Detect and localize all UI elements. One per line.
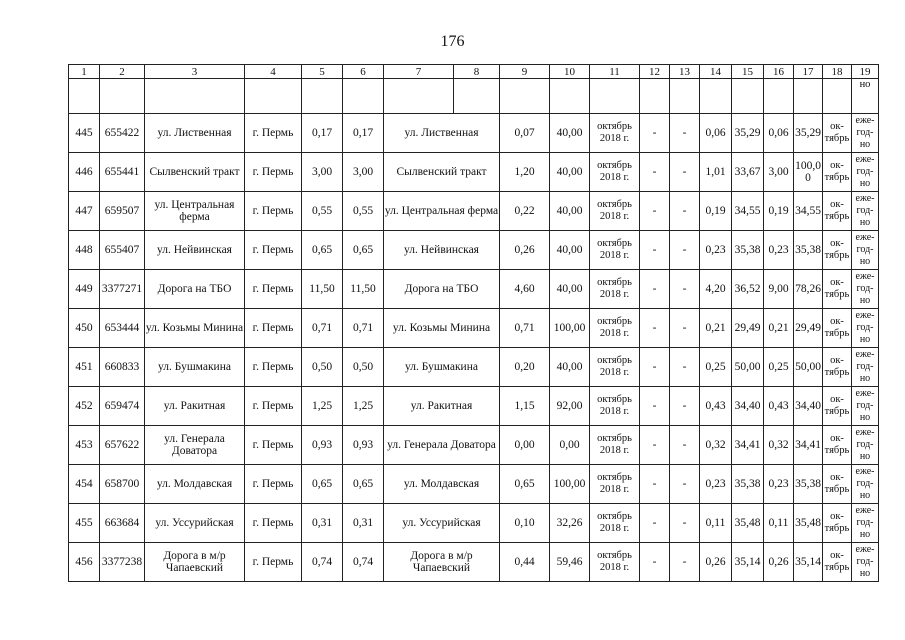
- value-cell: 9,00: [764, 270, 794, 309]
- dash-cell: -: [640, 504, 670, 543]
- dash-cell: -: [670, 426, 700, 465]
- row-number-cell: 451: [69, 348, 100, 387]
- value-cell: 0,20: [500, 348, 550, 387]
- object-name-cell: Дорога в м/р Чапаевский: [384, 543, 500, 582]
- value-cell: 0,11: [700, 504, 732, 543]
- road-name-cell: Дорога на ТБО: [145, 270, 245, 309]
- dash-cell: -: [670, 543, 700, 582]
- length-cell: 0,65: [343, 231, 384, 270]
- percent-cell: 40,00: [550, 192, 590, 231]
- value-cell: 0,11: [764, 504, 794, 543]
- date-cell: октябрь 2018 г.: [590, 348, 640, 387]
- header-cell: 6: [343, 65, 384, 79]
- road-id-cell: 660833: [100, 348, 145, 387]
- length-cell: 3,00: [302, 153, 343, 192]
- value-cell: 0,21: [700, 309, 732, 348]
- value-cell: 0,71: [500, 309, 550, 348]
- value-cell: 0,25: [700, 348, 732, 387]
- frequency-cell: еже-год-но: [852, 114, 879, 153]
- value-cell: 0,43: [700, 387, 732, 426]
- table-row: [69, 114, 879, 153]
- object-name-cell: Сылвенский тракт: [384, 153, 500, 192]
- object-name-cell: ул. Бушмакина: [384, 348, 500, 387]
- month-cell: ок-тябрь: [823, 387, 852, 426]
- object-name-cell: ул. Молдавская: [384, 465, 500, 504]
- header-cell: 18: [823, 65, 852, 79]
- city-cell: г. Пермь: [245, 309, 302, 348]
- table-row: [69, 231, 879, 270]
- length-cell: 0,50: [302, 348, 343, 387]
- percent-cell: 40,00: [550, 348, 590, 387]
- dash-cell: -: [670, 504, 700, 543]
- date-cell: октябрь 2018 г.: [590, 426, 640, 465]
- value-cell: 0,26: [764, 543, 794, 582]
- dash-cell: -: [640, 270, 670, 309]
- percent-cell: 35,14: [732, 543, 764, 582]
- value-cell: 0,23: [700, 231, 732, 270]
- percent-cell: 92,00: [550, 387, 590, 426]
- month-cell: ок-тябрь: [823, 504, 852, 543]
- road-id-cell: 653444: [100, 309, 145, 348]
- value-cell: 0,19: [700, 192, 732, 231]
- table-row: [69, 543, 879, 582]
- length-cell: 1,25: [302, 387, 343, 426]
- date-cell: октябрь 2018 г.: [590, 465, 640, 504]
- city-cell: г. Пермь: [245, 192, 302, 231]
- month-cell: ок-тябрь: [823, 426, 852, 465]
- month-cell: ок-тябрь: [823, 348, 852, 387]
- road-name-cell: ул. Ракитная: [145, 387, 245, 426]
- table-row: [69, 465, 879, 504]
- frequency-cell: еже-год-но: [852, 231, 879, 270]
- value-cell: 0,06: [700, 114, 732, 153]
- value-cell: 0,07: [500, 114, 550, 153]
- percent-cell: 40,00: [550, 114, 590, 153]
- value-cell: 0,23: [764, 231, 794, 270]
- frequency-cell: еже-год-но: [852, 465, 879, 504]
- dash-cell: -: [640, 114, 670, 153]
- city-cell: г. Пермь: [245, 543, 302, 582]
- percent-cell: 40,00: [550, 153, 590, 192]
- city-cell: г. Пермь: [245, 348, 302, 387]
- frequency-cell: еже-год-но: [852, 387, 879, 426]
- table-row: [69, 387, 879, 426]
- city-cell: г. Пермь: [245, 426, 302, 465]
- value-cell: 0,26: [700, 543, 732, 582]
- length-cell: 0,50: [343, 348, 384, 387]
- table-row: [69, 192, 879, 231]
- header-cell: 4: [245, 65, 302, 79]
- header-cell: 11: [590, 65, 640, 79]
- object-name-cell: ул. Нейвинская: [384, 231, 500, 270]
- table-row: [69, 309, 879, 348]
- month-cell: ок-тябрь: [823, 231, 852, 270]
- value-cell: 1,15: [500, 387, 550, 426]
- road-name-cell: ул. Центральная ферма: [145, 192, 245, 231]
- empty-cell: [700, 79, 732, 114]
- road-id-cell: 659507: [100, 192, 145, 231]
- length-cell: 1,25: [343, 387, 384, 426]
- percent-cell: 100,00: [550, 465, 590, 504]
- header-cell: 15: [732, 65, 764, 79]
- percent-cell: 35,38: [732, 231, 764, 270]
- header-cell: 19: [852, 65, 879, 79]
- frequency-cell: еже-год-но: [852, 309, 879, 348]
- date-cell: октябрь 2018 г.: [590, 192, 640, 231]
- road-id-cell: 3377271: [100, 270, 145, 309]
- register-body: [69, 65, 879, 582]
- road-name-cell: ул. Козьмы Минина: [145, 309, 245, 348]
- percent-cell: 29,49: [732, 309, 764, 348]
- dash-cell: -: [640, 231, 670, 270]
- dash-cell: -: [670, 387, 700, 426]
- dash-cell: -: [640, 348, 670, 387]
- percent-cell: 50,00: [794, 348, 823, 387]
- percent-cell: 59,46: [550, 543, 590, 582]
- city-cell: г. Пермь: [245, 153, 302, 192]
- dash-cell: -: [640, 426, 670, 465]
- date-cell: октябрь 2018 г.: [590, 543, 640, 582]
- row-number-cell: 455: [69, 504, 100, 543]
- percent-cell: 35,14: [794, 543, 823, 582]
- month-cell: ок-тябрь: [823, 309, 852, 348]
- value-cell: 0,23: [764, 465, 794, 504]
- row-number-cell: 454: [69, 465, 100, 504]
- value-cell: 0,44: [500, 543, 550, 582]
- object-name-cell: ул. Уссурийская: [384, 504, 500, 543]
- object-name-cell: Дорога на ТБО: [384, 270, 500, 309]
- length-cell: 0,71: [302, 309, 343, 348]
- road-id-cell: 658700: [100, 465, 145, 504]
- object-name-cell: ул. Генерала Доватора: [384, 426, 500, 465]
- date-cell: октябрь 2018 г.: [590, 270, 640, 309]
- object-name-cell: ул. Козьмы Минина: [384, 309, 500, 348]
- object-name-cell: ул. Лиственная: [384, 114, 500, 153]
- row-number-cell: 447: [69, 192, 100, 231]
- percent-cell: 35,48: [732, 504, 764, 543]
- empty-cell: [640, 79, 670, 114]
- length-cell: 11,50: [302, 270, 343, 309]
- percent-cell: 34,55: [794, 192, 823, 231]
- percent-cell: 34,41: [732, 426, 764, 465]
- length-cell: 0,74: [302, 543, 343, 582]
- frequency-cell: но: [852, 79, 879, 114]
- header-cell: 17: [794, 65, 823, 79]
- value-cell: 0,06: [764, 114, 794, 153]
- percent-cell: 100,0 0: [794, 153, 823, 192]
- month-cell: ок-тябрь: [823, 270, 852, 309]
- dash-cell: -: [640, 387, 670, 426]
- empty-cell: [500, 79, 550, 114]
- header-cell: 5: [302, 65, 343, 79]
- value-cell: 0,26: [500, 231, 550, 270]
- length-cell: 0,17: [343, 114, 384, 153]
- header-cell: 12: [640, 65, 670, 79]
- header-cell: 1: [69, 65, 100, 79]
- table-row: [69, 426, 879, 465]
- row-number-cell: 445: [69, 114, 100, 153]
- length-cell: 0,31: [302, 504, 343, 543]
- header-cell: 13: [670, 65, 700, 79]
- length-cell: 0,17: [302, 114, 343, 153]
- row-number-cell: 453: [69, 426, 100, 465]
- length-cell: 0,65: [343, 465, 384, 504]
- value-cell: 0,19: [764, 192, 794, 231]
- percent-cell: 35,38: [794, 231, 823, 270]
- value-cell: 3,00: [764, 153, 794, 192]
- value-cell: 4,20: [700, 270, 732, 309]
- value-cell: 0,32: [700, 426, 732, 465]
- road-id-cell: 3377238: [100, 543, 145, 582]
- length-cell: 11,50: [343, 270, 384, 309]
- length-cell: 3,00: [343, 153, 384, 192]
- object-name-cell: ул. Ракитная: [384, 387, 500, 426]
- empty-cell: [823, 79, 852, 114]
- percent-cell: 35,38: [794, 465, 823, 504]
- percent-cell: 100,00: [550, 309, 590, 348]
- value-cell: 0,10: [500, 504, 550, 543]
- dash-cell: -: [670, 465, 700, 504]
- road-name-cell: ул. Генерала Доватора: [145, 426, 245, 465]
- frequency-cell: еже-год-но: [852, 426, 879, 465]
- road-id-cell: 657622: [100, 426, 145, 465]
- road-name-cell: Сылвенский тракт: [145, 153, 245, 192]
- city-cell: г. Пермь: [245, 114, 302, 153]
- road-id-cell: 663684: [100, 504, 145, 543]
- road-name-cell: ул. Лиственная: [145, 114, 245, 153]
- date-cell: октябрь 2018 г.: [590, 153, 640, 192]
- percent-cell: 78,26: [794, 270, 823, 309]
- road-id-cell: 655441: [100, 153, 145, 192]
- city-cell: г. Пермь: [245, 465, 302, 504]
- dash-cell: -: [670, 192, 700, 231]
- month-cell: ок-тябрь: [823, 543, 852, 582]
- empty-cell: [302, 79, 343, 114]
- percent-cell: 35,48: [794, 504, 823, 543]
- row-number-cell: 452: [69, 387, 100, 426]
- continuation-row: [69, 79, 879, 114]
- percent-cell: 50,00: [732, 348, 764, 387]
- city-cell: г. Пермь: [245, 231, 302, 270]
- percent-cell: 35,29: [794, 114, 823, 153]
- percent-cell: 35,29: [732, 114, 764, 153]
- length-cell: 0,71: [343, 309, 384, 348]
- dash-cell: -: [670, 348, 700, 387]
- length-cell: 0,93: [343, 426, 384, 465]
- value-cell: 4,60: [500, 270, 550, 309]
- month-cell: ок-тябрь: [823, 114, 852, 153]
- header-cell: 10: [550, 65, 590, 79]
- value-cell: 0,32: [764, 426, 794, 465]
- month-cell: ок-тябрь: [823, 153, 852, 192]
- percent-cell: 33,67: [732, 153, 764, 192]
- frequency-cell: еже-год-но: [852, 504, 879, 543]
- row-number-cell: 450: [69, 309, 100, 348]
- value-cell: 0,43: [764, 387, 794, 426]
- value-cell: 0,23: [700, 465, 732, 504]
- date-cell: октябрь 2018 г.: [590, 504, 640, 543]
- header-row: [69, 65, 879, 79]
- length-cell: 0,55: [302, 192, 343, 231]
- row-number-cell: 446: [69, 153, 100, 192]
- dash-cell: -: [670, 231, 700, 270]
- city-cell: г. Пермь: [245, 270, 302, 309]
- date-cell: октябрь 2018 г.: [590, 114, 640, 153]
- percent-cell: 40,00: [550, 270, 590, 309]
- percent-cell: 34,41: [794, 426, 823, 465]
- page-number: 176: [440, 33, 465, 50]
- percent-cell: 35,38: [732, 465, 764, 504]
- value-cell: 0,21: [764, 309, 794, 348]
- dash-cell: -: [670, 270, 700, 309]
- header-cell: 3: [145, 65, 245, 79]
- road-name-cell: ул. Уссурийская: [145, 504, 245, 543]
- length-cell: 0,55: [343, 192, 384, 231]
- month-cell: ок-тябрь: [823, 465, 852, 504]
- row-number-cell: 448: [69, 231, 100, 270]
- road-name-cell: ул. Молдавская: [145, 465, 245, 504]
- empty-cell: [550, 79, 590, 114]
- road-name-cell: ул. Бушмакина: [145, 348, 245, 387]
- date-cell: октябрь 2018 г.: [590, 231, 640, 270]
- row-number-cell: 456: [69, 543, 100, 582]
- object-name-cell: ул. Центральная ферма: [384, 192, 500, 231]
- empty-cell: [794, 79, 823, 114]
- length-cell: 0,31: [343, 504, 384, 543]
- dash-cell: -: [670, 309, 700, 348]
- value-cell: 0,00: [500, 426, 550, 465]
- header-cell: 7: [384, 65, 454, 79]
- row-number-cell: 449: [69, 270, 100, 309]
- percent-cell: 29,49: [794, 309, 823, 348]
- frequency-cell: еже-год-но: [852, 192, 879, 231]
- value-cell: 1,01: [700, 153, 732, 192]
- length-cell: 0,65: [302, 231, 343, 270]
- length-cell: 0,74: [343, 543, 384, 582]
- percent-cell: 34,40: [732, 387, 764, 426]
- value-cell: 0,65: [500, 465, 550, 504]
- percent-cell: 34,40: [794, 387, 823, 426]
- dash-cell: -: [670, 114, 700, 153]
- percent-cell: 40,00: [550, 231, 590, 270]
- percent-cell: 32,26: [550, 504, 590, 543]
- road-id-cell: 655422: [100, 114, 145, 153]
- frequency-cell: еже-год-но: [852, 270, 879, 309]
- dash-cell: -: [670, 153, 700, 192]
- road-id-cell: 659474: [100, 387, 145, 426]
- register-table: [68, 64, 879, 582]
- table-row: [69, 270, 879, 309]
- empty-cell: [454, 79, 500, 114]
- value-cell: 1,20: [500, 153, 550, 192]
- length-cell: 0,93: [302, 426, 343, 465]
- value-cell: 0,22: [500, 192, 550, 231]
- frequency-cell: еже-год-но: [852, 543, 879, 582]
- city-cell: г. Пермь: [245, 387, 302, 426]
- empty-cell: [145, 79, 245, 114]
- header-cell: 8: [454, 65, 500, 79]
- empty-cell: [69, 79, 100, 114]
- month-cell: ок-тябрь: [823, 192, 852, 231]
- table-row: [69, 348, 879, 387]
- date-cell: октябрь 2018 г.: [590, 387, 640, 426]
- length-cell: 0,65: [302, 465, 343, 504]
- frequency-cell: еже-год-но: [852, 348, 879, 387]
- header-cell: 2: [100, 65, 145, 79]
- road-name-cell: ул. Нейвинская: [145, 231, 245, 270]
- empty-cell: [343, 79, 384, 114]
- header-cell: 14: [700, 65, 732, 79]
- empty-cell: [384, 79, 454, 114]
- header-cell: 16: [764, 65, 794, 79]
- table-row: [69, 153, 879, 192]
- dash-cell: -: [640, 309, 670, 348]
- empty-cell: [590, 79, 640, 114]
- header-cell: 9: [500, 65, 550, 79]
- dash-cell: -: [640, 153, 670, 192]
- empty-cell: [732, 79, 764, 114]
- dash-cell: -: [640, 543, 670, 582]
- percent-cell: 36,52: [732, 270, 764, 309]
- empty-cell: [764, 79, 794, 114]
- table-row: [69, 504, 879, 543]
- value-cell: 0,25: [764, 348, 794, 387]
- city-cell: г. Пермь: [245, 504, 302, 543]
- empty-cell: [100, 79, 145, 114]
- percent-cell: 34,55: [732, 192, 764, 231]
- road-id-cell: 655407: [100, 231, 145, 270]
- percent-cell: 0,00: [550, 426, 590, 465]
- empty-cell: [670, 79, 700, 114]
- empty-cell: [245, 79, 302, 114]
- frequency-cell: еже-год-но: [852, 153, 879, 192]
- dash-cell: -: [640, 465, 670, 504]
- date-cell: октябрь 2018 г.: [590, 309, 640, 348]
- dash-cell: -: [640, 192, 670, 231]
- road-name-cell: Дорога в м/р Чапаевский: [145, 543, 245, 582]
